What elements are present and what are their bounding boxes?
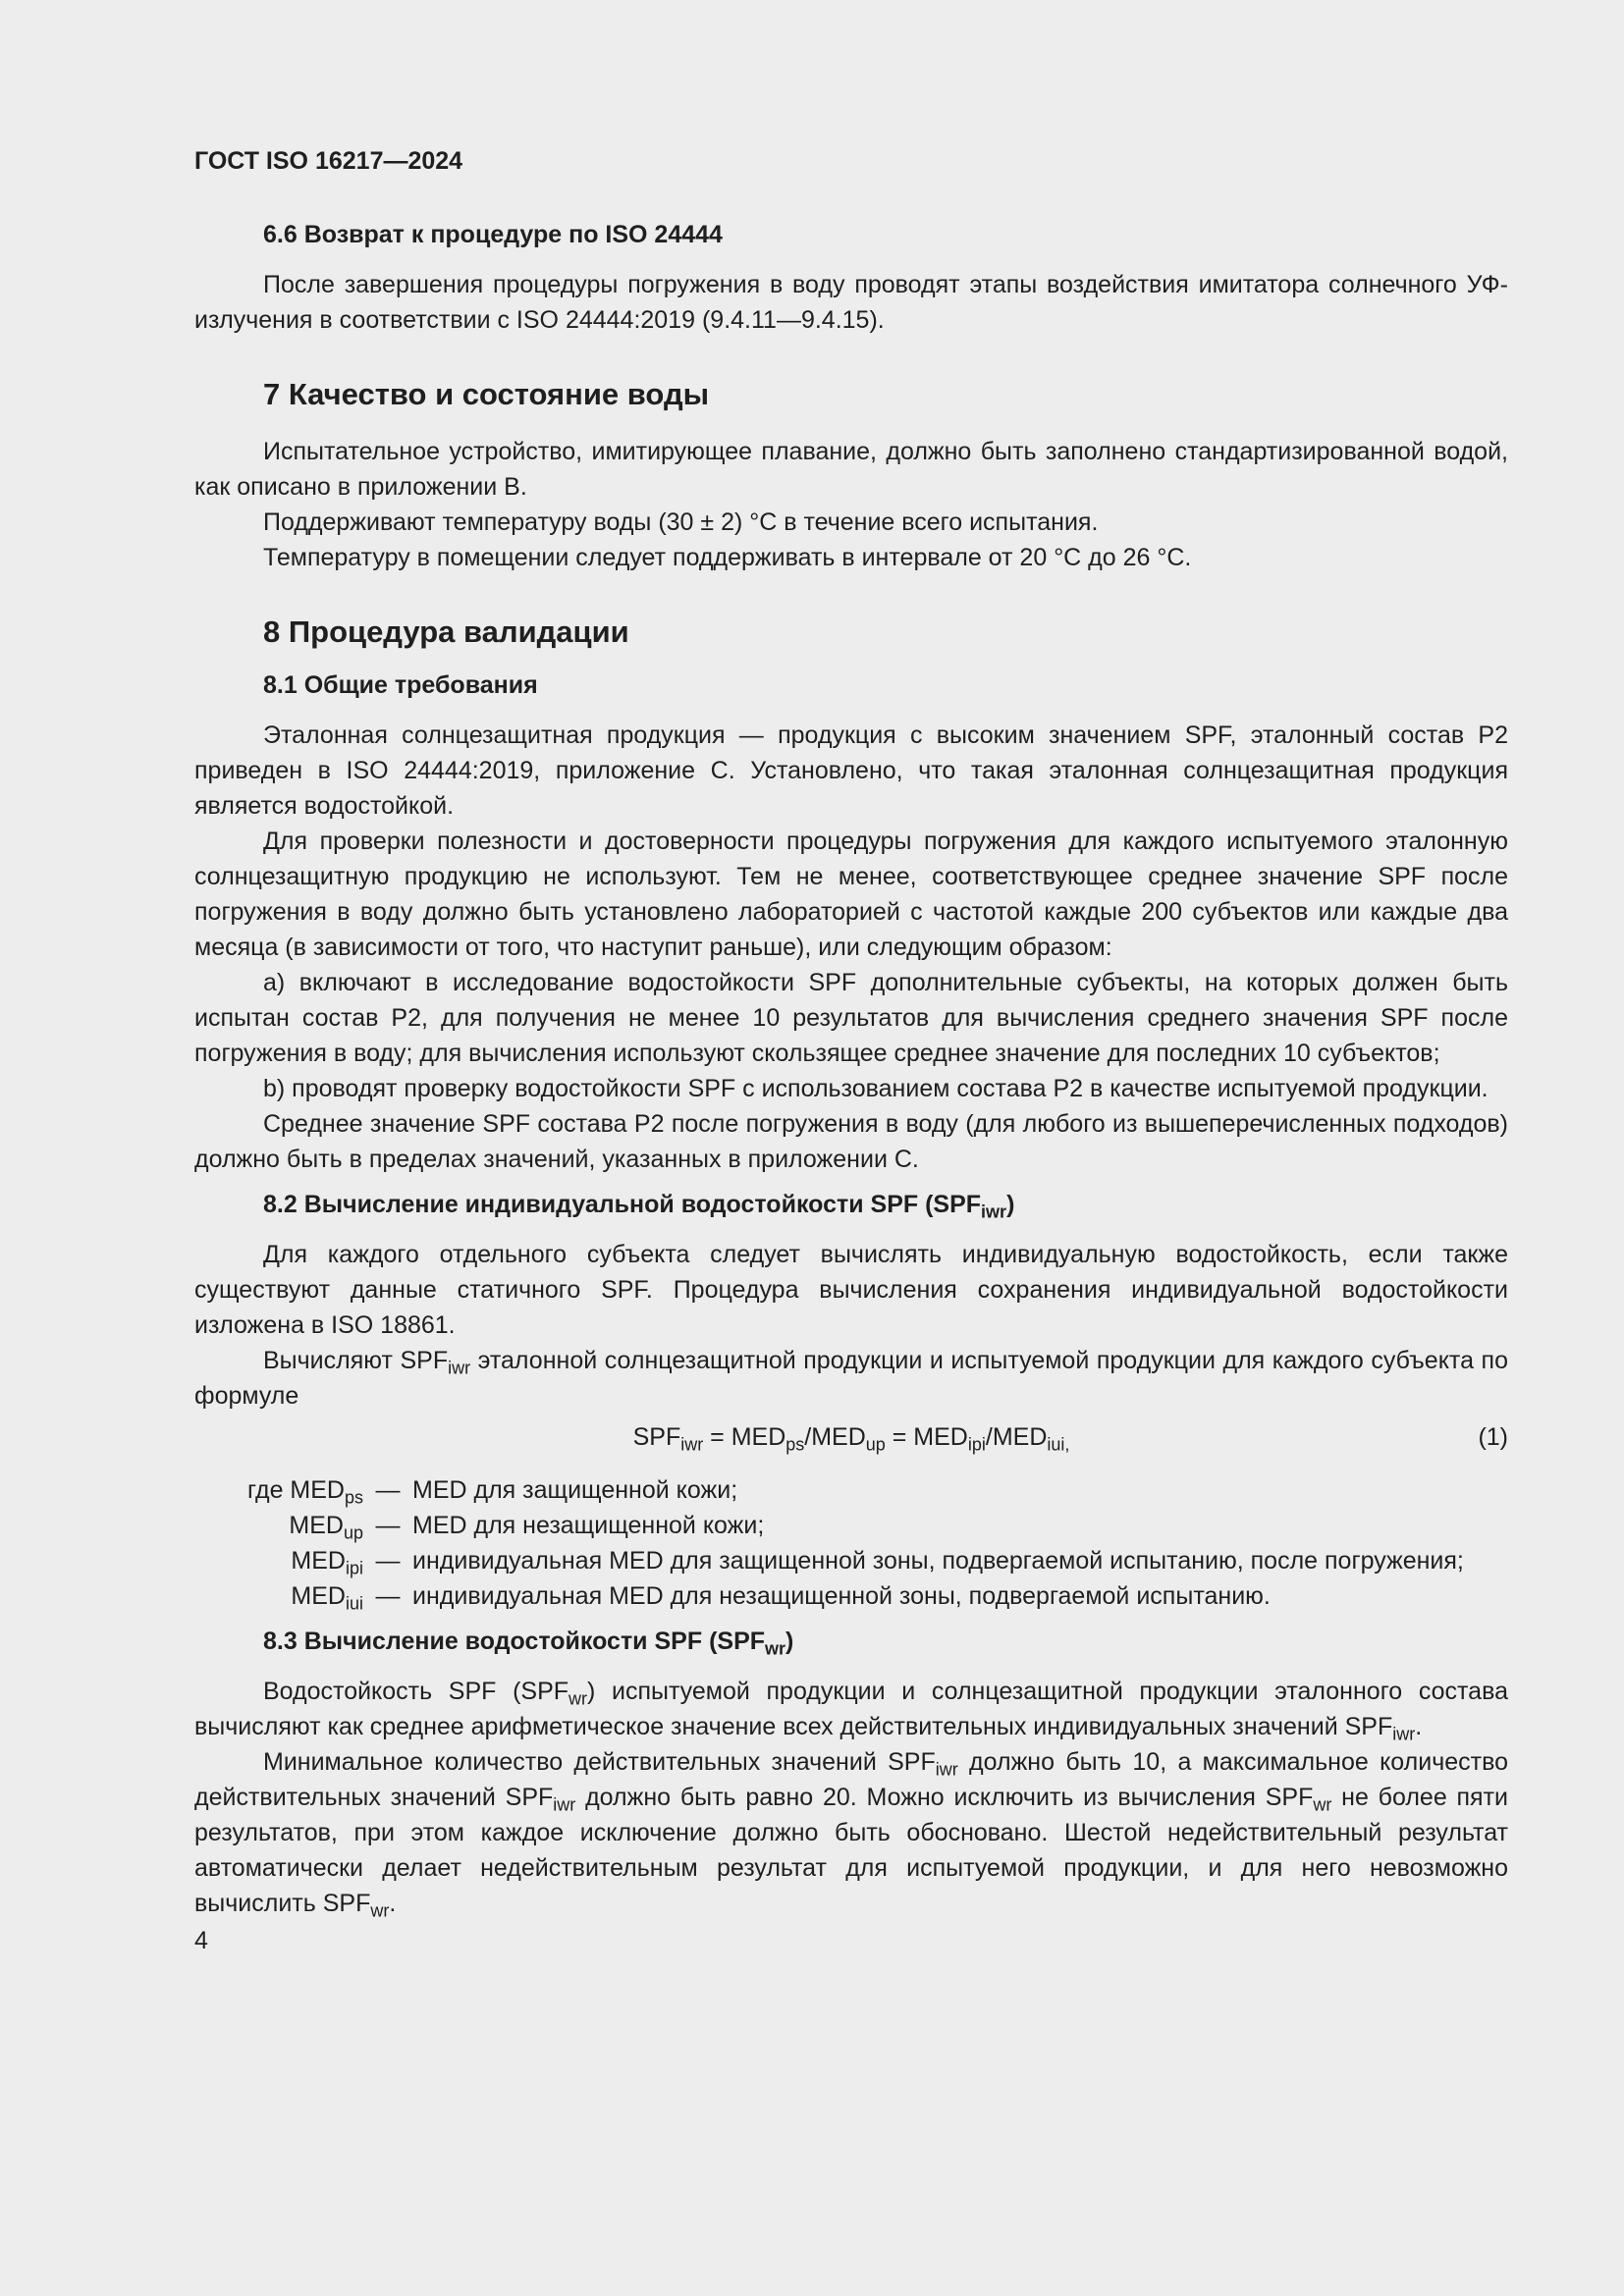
legend-dash: —: [375, 1547, 401, 1575]
legend-dash: —: [375, 1582, 401, 1610]
legend-term-up: [194, 1508, 363, 1543]
formula-sub-1: iwr: [680, 1434, 704, 1455]
legend-definition: MED для незащищенной кожи;: [412, 1512, 765, 1539]
section-8-2-paragraph-2: [194, 1343, 1508, 1414]
formula-sub-5: iui,: [1047, 1434, 1070, 1455]
legend-row-ipi: [194, 1543, 1508, 1578]
formula-term-1: SPF: [632, 1423, 681, 1451]
s83p2-sub-3: wr: [1313, 1794, 1332, 1815]
legend-definition: индивидуальная MED для незащищенной зоны, подвергаемой испытанию.: [412, 1582, 1271, 1610]
s83p2-part-c: должно быть равно 20. Можно исключить из вычисления SPF: [575, 1784, 1314, 1811]
legend-term-subscript: up: [343, 1522, 363, 1543]
s83p1-sub-1: wr: [568, 1688, 588, 1709]
section-7-paragraph-2: Поддерживают температуру воды (30 ± 2) °С в течение всего испытания.: [263, 508, 1099, 536]
page-number: 4: [194, 1927, 208, 1954]
section-8-3-title: [263, 1628, 1508, 1659]
section-7-paragraph-3: Температуру в помещении следует поддерживать в интервале от 20 °С до 26 °С.: [263, 544, 1192, 571]
section-8-2-paragraph-2-part-b: эталонной солнцезащитной продукции и испытуемой продукции для каждого субъекта по формуле: [194, 1347, 1508, 1410]
section-8-2-title: [263, 1191, 1508, 1222]
legend-definition: индивидуальная MED для защищенной зоны, подвергаемой испытанию, после погружения;: [412, 1547, 1464, 1575]
section-8-3-title-close: ): [785, 1628, 794, 1655]
section-8-1-item-a: a) включают в исследование водостойкости SPF дополнительные субъекты, на которых должен быть испытан состав Р2, для получения не менее 10 результатов для вычисления среднего значения SPF после погружения в воду; для вычисления используют скользящее среднее значение для последних 10 субъектов;: [194, 969, 1508, 1067]
formula-1-expression: [194, 1419, 1508, 1455]
legend-term-iui: [194, 1578, 363, 1614]
section-8-2-paragraph-2-subscript: iwr: [448, 1358, 471, 1378]
section-8-1-item-b: b) проводят проверку водостойкости SPF с использованием состава Р2 в качестве испытуемой продукции.: [263, 1075, 1489, 1102]
formula-term-5: /MED: [985, 1423, 1048, 1451]
legend-dash: —: [375, 1476, 401, 1504]
section-8-1-paragraph-3: Среднее значение SPF состава Р2 после погружения в воду (для любого из вышеперечисленных подходов) должно быть в пределах значений, указанных в приложении С.: [194, 1110, 1508, 1173]
legend-term-ps: [194, 1472, 363, 1508]
formula-sub-3: up: [865, 1434, 886, 1455]
legend-row-iui: [194, 1578, 1508, 1614]
s83p1-sub-2: iwr: [1392, 1724, 1416, 1744]
s83p1-part-a: Водостойкость SPF (SPF: [263, 1678, 569, 1705]
s83p1-part-c: .: [1415, 1713, 1423, 1740]
section-8-2-paragraph-2-part-a: Вычисляют SPF: [263, 1347, 449, 1374]
formula-term-4: = MED: [885, 1423, 968, 1451]
section-8-2-title-subscript: iwr: [981, 1201, 1007, 1222]
formula-sub-4: ipi: [967, 1434, 986, 1455]
legend-row-up: [194, 1508, 1508, 1543]
section-8-title: 8 Процедура валидации: [263, 614, 629, 649]
legend-row-ps: [194, 1472, 1508, 1508]
legend-term-text: MED: [290, 1476, 345, 1504]
document-header: ГОСТ ISO 16217—2024: [194, 147, 463, 175]
legend-dash: —: [375, 1512, 401, 1539]
s83p2-part-b: должно быть 10, а максимальное количество действительных значений SPF: [194, 1748, 1508, 1811]
legend-term-text: MED: [291, 1547, 346, 1575]
s83p2-part-e: .: [389, 1890, 397, 1917]
section-7-paragraph-1: Испытательное устройство, имитирующее плавание, должно быть заполнено стандартизированной водой, как описано в приложении В.: [194, 438, 1508, 501]
section-8-1-paragraph-2: Для проверки полезности и достоверности процедуры погружения для каждого испытуемого эталонную солнцезащитную продукцию не используют. Тем не менее, соответствующее среднее значение SPF после погружения в воду должно быть установлено лабораторией с частотой каждые 200 субъектов или каждые два месяца (в зависимости от того, что наступит раньше), или следующим образом:: [194, 828, 1508, 961]
s83p1-part-b: ) испытуемой продукции и солнцезащитной продукции эталонного состава вычисляют как среднее арифметическое значение всех действительных индивидуальных значений SPF: [194, 1678, 1508, 1740]
section-8-2-paragraph-1: Для каждого отдельного субъекта следует вычислять индивидуальную водостойкость, если также существуют данные статичного SPF. Процедура вычисления сохранения индивидуальной водостойкости изложена в ISO 18861.: [194, 1241, 1508, 1339]
legend-definition: MED для защищенной кожи;: [412, 1476, 738, 1504]
section-6-6-paragraph: После завершения процедуры погружения в воду проводят этапы воздействия имитатора солнечного УФ-излучения в соответствии с ISO 24444:2019 (9.4.11—9.4.15).: [194, 271, 1508, 334]
section-6-6-title: 6.6 Возврат к процедуре по ISO 24444: [263, 221, 723, 248]
section-8-2-title-text: 8.2 Вычисление индивидуальной водостойкости SPF (SPF: [263, 1191, 982, 1218]
legend-lead-word: где: [246, 1476, 291, 1504]
section-8-3-paragraph-2: [194, 1744, 1508, 1921]
legend-term-text: MED: [291, 1582, 346, 1610]
formula-term-2: = MED: [703, 1423, 786, 1451]
formula-sub-2: ps: [785, 1434, 805, 1455]
formula-legend: [194, 1472, 1508, 1614]
legend-term-ipi: [194, 1543, 363, 1578]
legend-term-subscript: iui: [345, 1593, 363, 1614]
s83p2-sub-4: wr: [370, 1900, 390, 1921]
s83p2-sub-1: iwr: [935, 1759, 958, 1780]
formula-term-3: /MED: [804, 1423, 866, 1451]
legend-term-text: MED: [289, 1512, 344, 1539]
s83p2-part-d: не более пяти результатов, при этом каждое исключение должно быть обосновано. Шестой недействительный результат автоматически делает недействительным результат для испытуемой продукции, и для него невозможно вычислить SPF: [194, 1784, 1508, 1917]
s83p2-part-a: Минимальное количество действительных значений SPF: [263, 1748, 936, 1776]
section-8-3-title-subscript: wr: [765, 1638, 786, 1659]
section-7-title: 7 Качество и состояние воды: [263, 377, 710, 411]
section-8-3-title-text: 8.3 Вычисление водостойкости SPF (SPF: [263, 1628, 766, 1655]
s83p2-sub-2: iwr: [553, 1794, 576, 1815]
section-8-3-paragraph-1: [194, 1674, 1508, 1744]
legend-term-subscript: ipi: [345, 1558, 363, 1578]
document-page: [194, 147, 1508, 1955]
formula-1: [194, 1419, 1508, 1463]
section-8-1-paragraph-1: Эталонная солнцезащитная продукция — продукция с высоким значением SPF, эталонный состав Р2 приведен в ISO 24444:2019, приложение С. Установлено, что такая эталонная солнцезащитная продукция является водостойкой.: [194, 721, 1508, 820]
formula-1-number: (1): [1478, 1423, 1508, 1451]
legend-term-subscript: ps: [344, 1487, 363, 1508]
section-8-1-title: 8.1 Общие требования: [263, 671, 538, 699]
section-8-2-title-close: ): [1006, 1191, 1015, 1218]
